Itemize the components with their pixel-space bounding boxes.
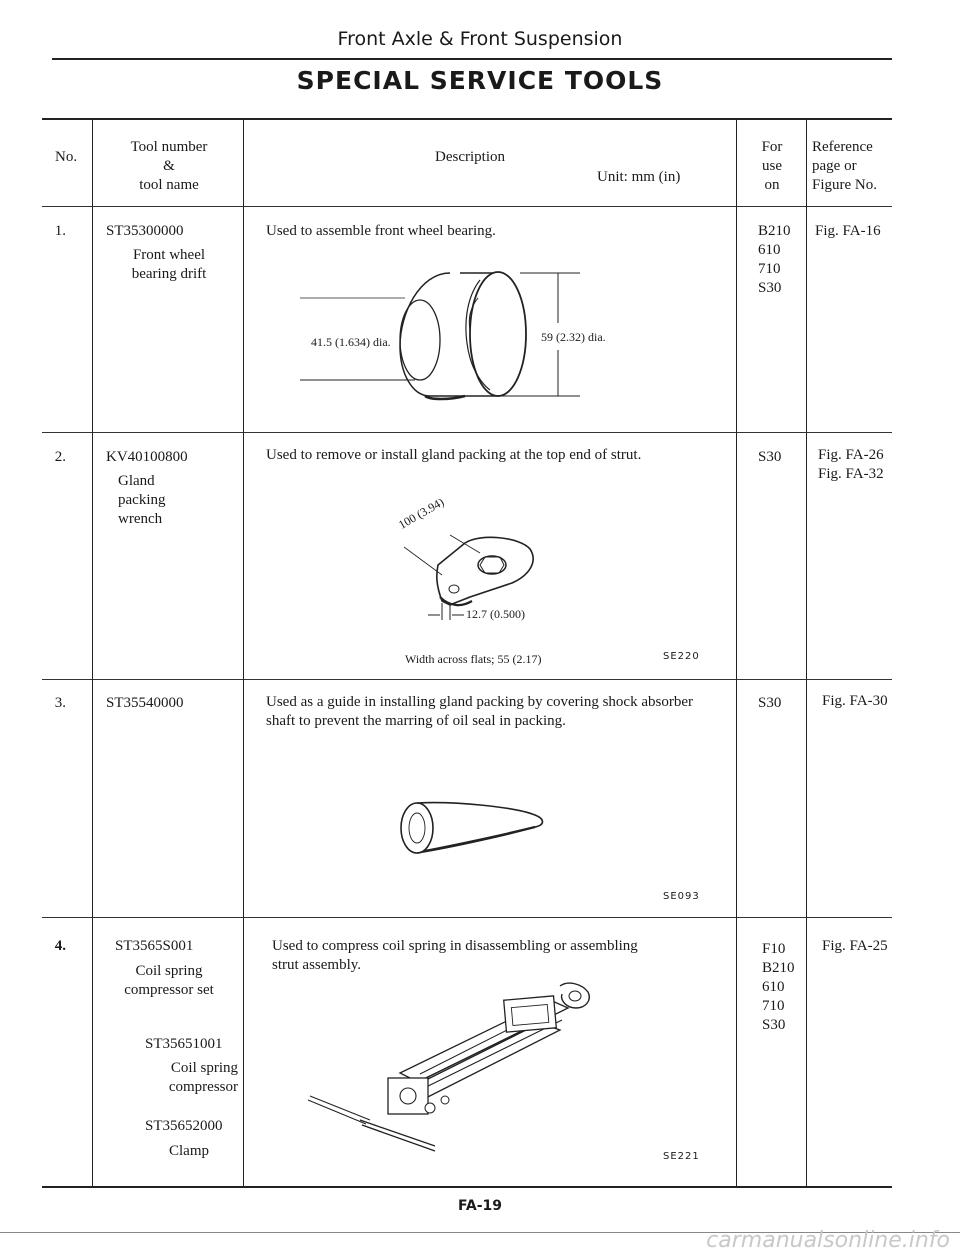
tool-description: Used to remove or install gland packing at the top end of strut. [266,447,642,463]
column-header-for-line: use [762,158,782,174]
table-bottom-rule [42,1186,892,1188]
use-on-item: 710 [762,998,785,1014]
column-divider [92,118,93,1186]
watermark: carmanualsonline.info [706,1228,950,1253]
column-header-ref-line: page or [812,158,857,174]
figure-code: SE093 [663,891,700,902]
column-divider [243,118,244,1186]
use-on-item: B210 [762,960,795,976]
tool-number: KV40100800 [106,449,188,465]
reference-item: Fig. FA-16 [815,223,881,239]
dimension-label: 12.7 (0.500) [466,607,525,621]
sub-tool-name-line: compressor [168,1079,238,1095]
column-header-tool-line: tool name [139,177,199,193]
use-on-item: 710 [758,261,781,277]
use-on-list [762,940,795,1035]
tool-number: ST35300000 [106,223,184,239]
column-header-ref-line: Figure No. [812,177,877,193]
sub-tool-name: Clamp [169,1143,209,1159]
use-on-item: B210 [758,223,791,239]
sub-tool-name [100,1059,238,1097]
tool-name-line: wrench [118,511,163,527]
tool-description-line: shaft to prevent the marring of oil seal in packing. [266,713,566,729]
tool-name-line: packing [118,492,166,508]
figure-note: Width across flats; 55 (2.17) [405,652,542,666]
reference-item: Fig. FA-30 [822,693,888,709]
tool-name [95,962,243,1000]
header-rule [52,58,892,60]
use-on-item: S30 [758,695,782,711]
page-number: FA-19 [457,1198,503,1214]
figure-code: SE220 [663,651,700,662]
use-on-list [758,222,791,298]
row-separator [42,679,892,680]
column-header-tool-line: Tool number [130,139,208,155]
column-header-tool [95,138,243,195]
coil-spring-compressor-illustration [300,978,620,1153]
tool-name [95,246,243,284]
dimension-label: 41.5 (1.634) dia. [311,335,391,349]
row-separator [42,432,892,433]
use-on-list [758,448,781,467]
figure-code: SE221 [663,1151,700,1162]
tool-name-line: Front wheel [132,247,206,263]
tool-name [118,472,165,529]
tool-description-line: Used to compress coil spring in disassembling or assembling [272,938,638,954]
column-header-description: Description [435,149,505,165]
row-number: 1. [54,223,66,239]
section-title: Front Axle & Front Suspension [337,28,623,50]
row-number: 3. [54,695,66,711]
tool-description-line: Used as a guide in installing gland packing by covering shock absorber [266,694,693,710]
column-header-for-line: For [761,139,783,155]
tool-description: Used to assemble front wheel bearing. [266,223,496,239]
column-header-tool-line: & [163,158,175,174]
column-header-no: No. [55,149,78,165]
use-on-item: S30 [762,1017,786,1033]
column-header-reference [812,138,877,195]
tool-description [272,937,638,975]
use-on-list [758,694,781,713]
sub-tool-name-line: Coil spring [170,1060,238,1076]
sub-tool-number: ST35651001 [145,1036,223,1052]
column-header-ref-line: Reference [812,139,873,155]
tool-name-line: bearing drift [131,266,207,282]
column-divider [806,118,807,1186]
reference-item: Fig. FA-25 [822,938,888,954]
tool-number: ST35540000 [106,695,184,711]
page-title: SPECIAL SERVICE TOOLS [296,66,664,95]
tool-number: ST3565S001 [115,938,194,954]
use-on-item: F10 [762,941,786,957]
row-number: 2. [54,449,66,465]
row-separator [42,917,892,918]
reference-item: Fig. FA-26 [818,447,884,463]
guide-illustration [395,795,555,865]
use-on-item: S30 [758,280,782,296]
dimension-label: 59 (2.32) dia. [541,330,606,344]
row-number: 4. [54,938,66,954]
tool-name-line: Gland [118,473,155,489]
table-top-rule [42,118,892,120]
dimension-label: 100 (3.94) [396,494,447,532]
tool-name-line: compressor set [124,982,214,998]
tool-description [266,693,693,731]
unit-label: Unit: mm (in) [597,169,681,185]
tool-description-line: strut assembly. [272,957,362,973]
column-header-for-line: on [764,177,780,193]
use-on-item: S30 [758,449,782,465]
tool-name-line: Coil spring [135,963,203,979]
column-divider [736,118,737,1186]
use-on-item: 610 [758,242,781,258]
sub-tool-number: ST35652000 [145,1118,223,1134]
reference-item: Fig. FA-32 [818,466,884,482]
use-on-item: 610 [762,979,785,995]
table-header-rule [42,206,892,207]
column-header-for-use [738,138,806,195]
reference-list [818,446,884,484]
